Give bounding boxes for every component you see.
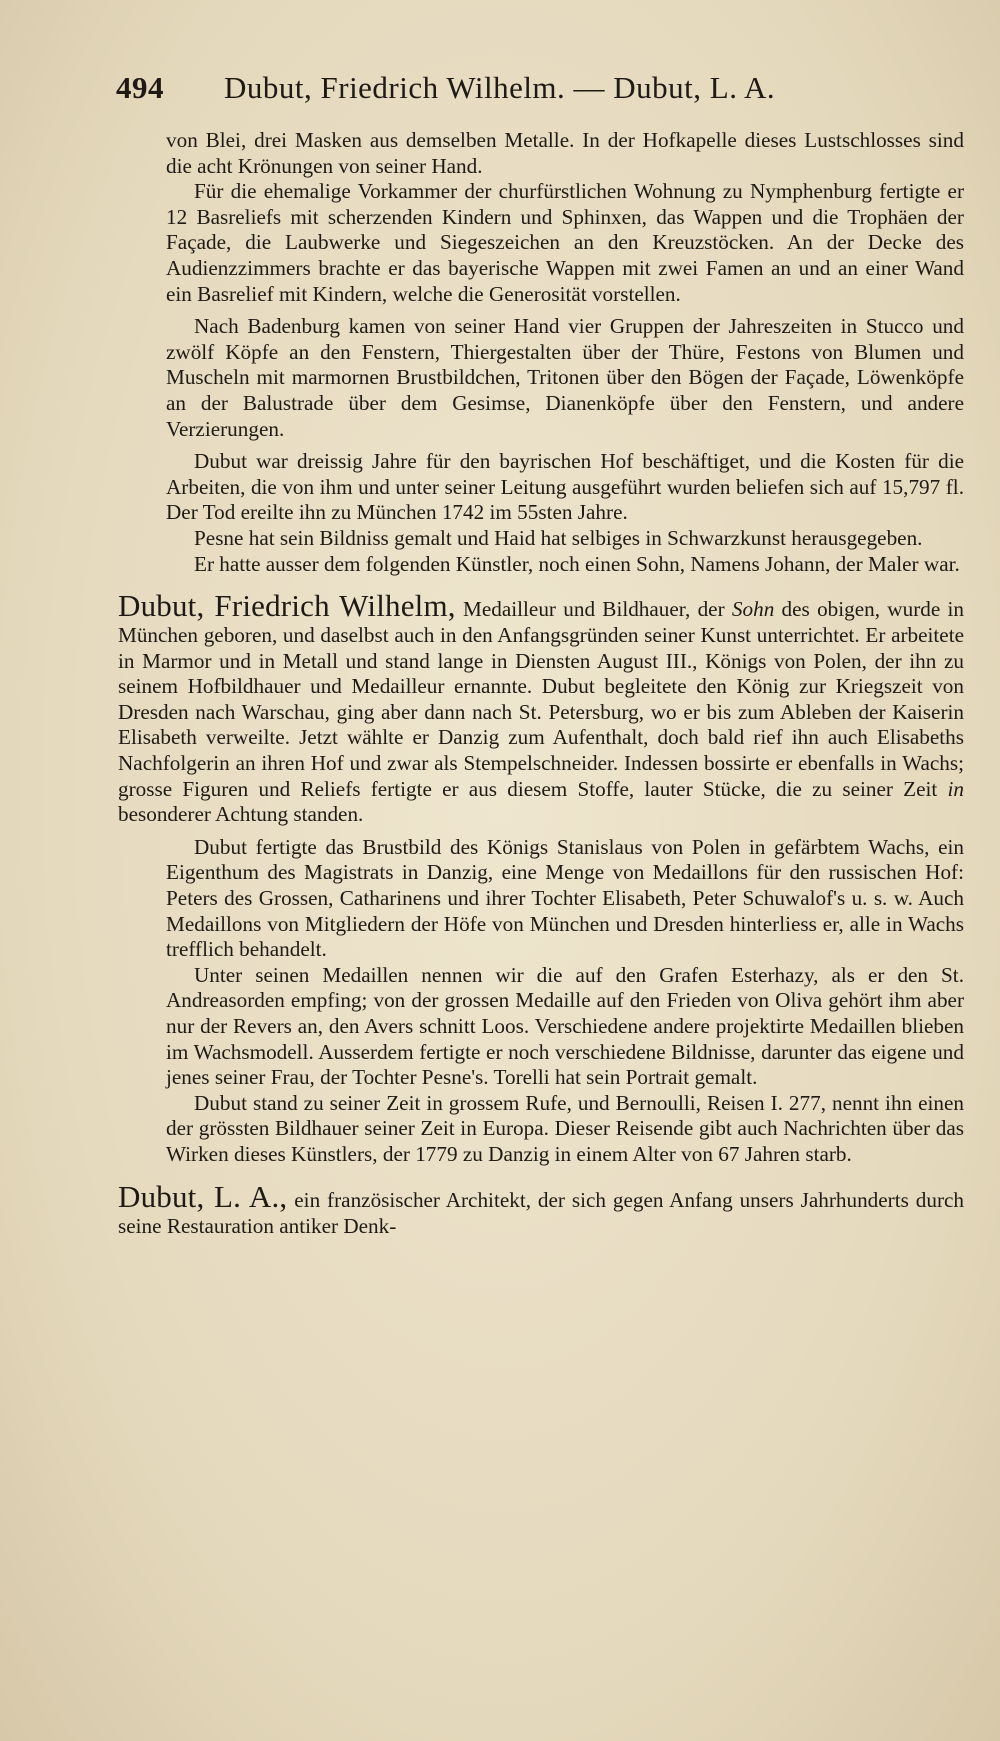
- entry-text-italic-2: in: [947, 776, 964, 801]
- page-number: 494: [116, 70, 164, 105]
- paragraph-wax-works: Dubut fertigte das Brustbild des Königs Stanislaus von Polen in gefärbtem Wachs, ein Eigenthum des Magistrats in Danzig, eine Menge von Medaillons für den russischen Hof: Peters des Grossen, Catharinens und ihrer Tochter Elisabeth, Peter Schuwalof's u. s. w. Auch Medaillons von Mitgliedern der Höfe von München und Dresden hinterliess er, alle in Wachs trefflich behandelt.: [166, 834, 964, 962]
- entry-text-b: des obigen, wurde in München geboren, und daselbst auch in den Anfangsgründen seiner Kunst unterrichtet. Er arbeitete in Marmor und in Metall und stand lange in Diensten August III., Königs von Polen, der ihn zu seinem Hofbildhauer und Medailleur ernannte. Dubut begleitete den König zur Kriegszeit von Dresden nach Warschau, ging aber dann nach St. Petersburg, wo er bis zum Ableben der Kaiserin Elisabeth verweilte. Jetzt wählte er Danzig zum Aufenthalt, doch bald rief ihn auch Elisabeths Nachfolgerin an ihren Hof und zwar als Stempelschneider. Indessen bossirte er ebenfalls in Wachs; grosse Figuren und Reliefs fertigte er aus diesem Stoffe, lauter Stücke, die zu seiner Zeit: [118, 597, 964, 801]
- paragraph-continuation: von Blei, drei Masken aus demselben Metalle. In der Hofkapelle dieses Lustschlosses sind die acht Krönungen von seiner Hand.: [166, 128, 964, 178]
- entry-l-a-intro: [118, 1180, 964, 1240]
- entry-text-c: besonderer Achtung standen.: [118, 802, 364, 827]
- entry-text-italic: Sohn: [731, 597, 775, 622]
- entry-text-a: Medailleur und Bildhauer, der: [463, 597, 732, 622]
- paragraph-son: Er hatte ausser dem folgenden Künstler, noch einen Sohn, Namens Johann, der Maler war.: [194, 551, 960, 576]
- running-title: Dubut, Friedrich Wilhelm. — Dubut, L. A.: [224, 70, 776, 105]
- paragraph-medals: Unter seinen Medaillen nennen wir die auf den Grafen Esterhazy, als er den St. Andreasorden empfing; von der grossen Medaille auf den Frieden von Oliva gehört ihm aber nur der Revers an, den Avers schnitt Loos. Verschiedene andere projektirte Medaillen blieben im Wachsmodell. Ausserdem fertigte er noch verschiedene Bildnisse, darunter das eigene und jenes seiner Frau, der Tochter Pesne's. Torelli hat sein Portrait gemalt.: [166, 962, 964, 1090]
- paragraph-reputation: Dubut stand zu seiner Zeit in grossem Rufe, und Bernoulli, Reisen I. 277, nennt ihn einen der grössten Bildhauer seiner Zeit in Europa. Dieser Reisende gibt auch Nachrichten über das Wirken dieses Künstlers, der 1779 zu Danzig in einem Alter von 67 Jahren starb.: [166, 1090, 964, 1166]
- entry-l-a-text: ein französischer Architekt, der sich gegen Anfang unsers Jahrhunderts durch seine Restauration antiker Denk-: [118, 1187, 964, 1238]
- paragraph-nymphenburg: Für die ehemalige Vorkammer der churfürstlichen Wohnung zu Nymphenburg fertigte er 12 Basreliefs mit scherzenden Kindern und Sphinxen, das Wappen und die Trophäen der Façade, die Laubwerke und Siegeszeichen an den Kreuzstöcken. An der Decke des Audienzzimmers brachte er das bayerische Wappen mit zwei Famen an und an einer Wand ein Basrelief mit Kindern, welche die Generosität vorstellen.: [166, 179, 964, 306]
- paragraph-court-service: Dubut war dreissig Jahre für den bayrischen Hof beschäftiget, und die Kosten für die Arbeiten, die von ihm und unter seiner Leitung ausgeführt wurden beliefen sich auf 15,797 fl. Der Tod ereilte ihn zu München 1742 im 55sten Jahre.: [166, 449, 964, 525]
- headword-l-a: Dubut, L. A.,: [118, 1178, 288, 1214]
- paragraph-badenburg: Nach Badenburg kamen von seiner Hand vier Gruppen der Jahreszeiten in Stucco und zwölf Köpfe an den Fenstern, Thiergestalten über der Thüre, Festons von Blumen und Muscheln mit marmornen Brustbildchen, Tritonen über den Bögen der Façade, Löwenköpfe an der Balustrade über dem Gesimse, Dianenköpfe über den Fenstern, und andere Verzierungen.: [166, 314, 964, 441]
- paragraph-portrait: Pesne hat sein Bildniss gemalt und Haid hat selbiges in Schwarzkunst herausgegeben.: [194, 525, 923, 550]
- page-body: [118, 128, 964, 1239]
- headword-friedrich-wilhelm: Dubut, Friedrich Wilhelm,: [118, 588, 456, 624]
- entry-l-a: [118, 1178, 964, 1240]
- entry-friedrich-wilhelm-intro: [118, 589, 964, 828]
- running-header: [116, 70, 876, 116]
- entry-friedrich-wilhelm: [118, 588, 964, 1167]
